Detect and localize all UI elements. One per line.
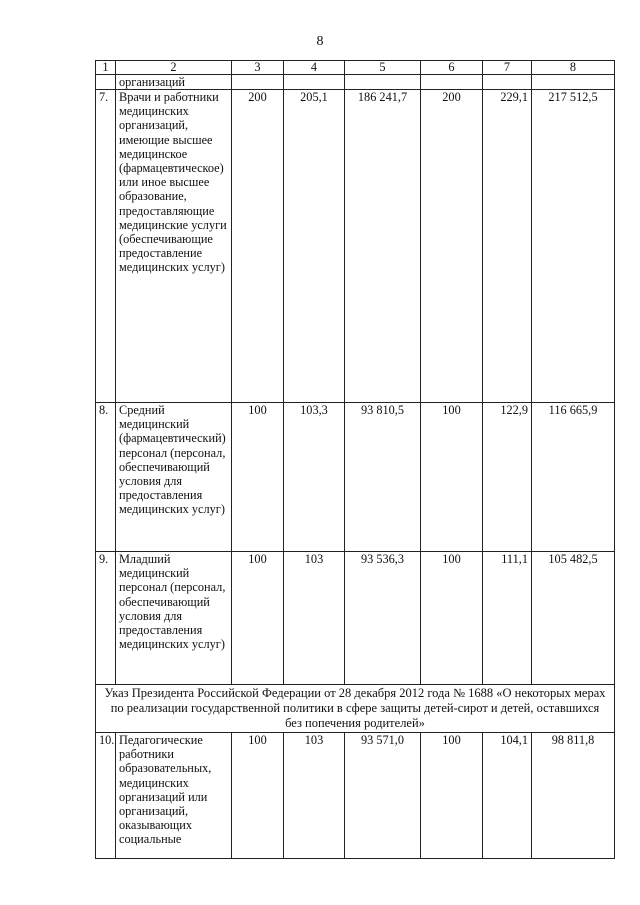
table-cell-value: 104,1 [483,733,532,859]
table-cell-value: 103 [284,733,345,859]
data-table [95,60,615,859]
table-cell-name: организаций [116,75,232,90]
table-row [96,90,615,403]
table-cell-name: Врачи и работники медицинских организаций, имеющие высшее медицинское (фармацевтическое) или иное высшее образование, предоставляющие медицинские услуги (обеспечивающие предоставление медицинских услуг) [116,90,232,403]
table-cell-value: 122,9 [483,403,532,552]
table-row-continuation [96,75,615,90]
section-title: Указ Президента Российской Федерации от 28 декабря 2012 года № 1688 «О некоторых мерах по реализации государственной политики в сфере защиты детей-сирот и детей, оставшихся без попечения родителей» [96,685,615,733]
table-cell [532,75,615,90]
table-cell-value: 100 [421,552,483,685]
table-cell-number: 8. [96,403,116,552]
table-cell-value: 93 810,5 [345,403,421,552]
table-cell-value: 100 [232,403,284,552]
table-cell-name: Младший медицинский персонал (персонал, обеспечивающий условия для предоставления медицинских услуг) [116,552,232,685]
table-cell-value: 100 [232,733,284,859]
table-cell-value: 100 [232,552,284,685]
table-cell [483,75,532,90]
table-cell-value: 93 571,0 [345,733,421,859]
table-cell [345,75,421,90]
table-cell-name: Педагогические работники образовательных, медицинских организаций или организаций, оказывающих социальные [116,733,232,859]
table-cell-value: 205,1 [284,90,345,403]
table-cell-value: 98 811,8 [532,733,615,859]
table-cell [96,75,116,90]
table-row [96,733,615,859]
table-cell-value: 200 [421,90,483,403]
header-cell: 4 [284,61,345,75]
table-row [96,552,615,685]
table-cell-number: 9. [96,552,116,685]
table-section-row [96,685,615,733]
table-cell-number: 7. [96,90,116,403]
header-cell: 2 [116,61,232,75]
table-cell [232,75,284,90]
table-cell-value: 105 482,5 [532,552,615,685]
header-cell: 5 [345,61,421,75]
table-cell-value: 103 [284,552,345,685]
header-cell: 8 [532,61,615,75]
table-cell-value: 100 [421,733,483,859]
table-cell-value: 217 512,5 [532,90,615,403]
header-cell: 7 [483,61,532,75]
table-cell-value: 200 [232,90,284,403]
table-cell-value: 111,1 [483,552,532,685]
table-cell-value: 100 [421,403,483,552]
table-cell-value: 93 536,3 [345,552,421,685]
table-cell [421,75,483,90]
header-cell: 1 [96,61,116,75]
header-cell: 3 [232,61,284,75]
table-header-row [96,61,615,75]
table-cell-value: 116 665,9 [532,403,615,552]
table-cell [284,75,345,90]
page-number: 8 [316,34,324,49]
table-cell-value: 103,3 [284,403,345,552]
table-cell-name: Средний медицинский (фармацевтический) персонал (персонал, обеспечивающий условия для предоставления медицинских услуг) [116,403,232,552]
table-row [96,403,615,552]
table-cell-number: 10. [96,733,116,859]
table-cell-value: 186 241,7 [345,90,421,403]
table-cell-value: 229,1 [483,90,532,403]
header-cell: 6 [421,61,483,75]
